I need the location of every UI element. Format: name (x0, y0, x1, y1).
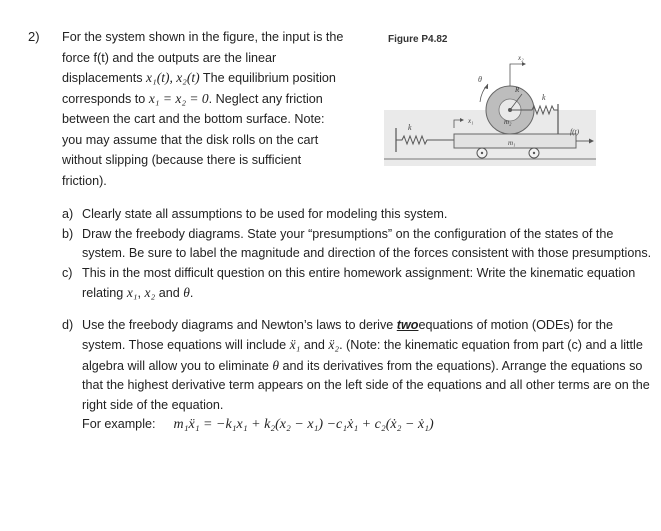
example-label: For example: (82, 417, 156, 431)
intro-text: The equilibrium position (202, 71, 336, 85)
intro-line-6: you may assume that the disk rolls on the cart (62, 132, 319, 147)
x2-arrow (510, 64, 524, 86)
part-d (62, 316, 652, 435)
theta-label: θ (478, 75, 482, 84)
two-emphasis: two (396, 317, 419, 332)
intro-text: corresponds to (62, 91, 146, 106)
x2-label: x₂ (518, 54, 524, 62)
part-c-label: c) (62, 265, 73, 280)
theta-symbol: θ (183, 285, 190, 300)
force-label: f(t) (570, 127, 580, 136)
part-d-label: d) (62, 317, 74, 332)
part-b-text: Draw the freebody diagrams. State your “presumptions” on the configuration of the states of the system. Be sure to label the magnitude and direction of the forces consistent with those presumptions. (82, 226, 652, 260)
intro-line-5: between the cart and the bottom surface. Note: (62, 112, 325, 126)
k-left-label: k (408, 123, 412, 132)
R-label: R (515, 86, 520, 94)
and-word: and (158, 286, 180, 300)
x2-arrowhead (522, 62, 526, 66)
part-c (62, 264, 652, 304)
wheel-right-axle (533, 152, 535, 154)
outputs-math: x₁(t), x₂(t) (146, 70, 200, 85)
intro-line-1: For the system shown in the figure, the input is the (62, 30, 344, 44)
k-right-label: k (542, 93, 546, 102)
part-a (62, 205, 652, 225)
intro-line-3 (62, 68, 362, 89)
part-d-text (82, 316, 652, 435)
part-b (62, 225, 652, 264)
question-parts (62, 205, 652, 435)
part-a-text: Clearly state all assumptions to be used for modeling this system. (82, 207, 448, 221)
part-a-label: a) (62, 207, 74, 221)
wheel-left-axle (481, 152, 483, 154)
equilibrium-math: x₁ = x₂ = 0 (148, 90, 209, 106)
intro-line-2: force f(t) and the outputs are the linear (62, 50, 277, 65)
m1-label: m₁ (508, 139, 516, 147)
m2-label: m₂ (504, 118, 512, 126)
and-word: and (303, 338, 325, 352)
period: . (189, 286, 194, 300)
question-intro (62, 27, 362, 191)
x2ddot-symbol: ẍ₂ (328, 337, 340, 352)
x1-label: x₁ (468, 117, 474, 125)
part-d-body-3: . (Note: the kinematic equation from part (c) and a little algebra will allow you to eliminate (82, 338, 643, 373)
intro-text: . Neglect any friction (208, 91, 323, 106)
theta-symbol: θ (272, 357, 280, 373)
example-equation: m₁ẍ₁ = −k₁x₁ + k₂(x₂ − x₁) −c₁ẋ₁ + c₂(ẋ₂ − ẋ₁) (173, 417, 434, 432)
example-row (82, 415, 652, 435)
x1ddot-symbol: ẍ₁ (289, 337, 301, 352)
x1-symbol: x₁ (126, 285, 138, 300)
part-c-text (82, 264, 652, 304)
part-d-body-1: Use the freebody diagrams and Newton’s laws to derive (82, 317, 394, 332)
system-figure (384, 48, 596, 166)
part-b-label: b) (62, 226, 74, 241)
part-c-body: This in the most difficult question on this entire homework assignment: Write the kinematic equation relating (82, 265, 636, 300)
intro-line-7: without slipping (because there is sufficient (62, 153, 302, 167)
question-number: 2) (28, 29, 40, 44)
sep: , (137, 286, 141, 300)
intro-line-4 (62, 89, 362, 110)
figure-title: Figure P4.82 (388, 34, 448, 45)
intro-line-8: friction). (62, 173, 107, 188)
part-d-body-4: and its derivatives from the equations). Arrange the equations so that the highest derivative term appears on the left side of the equations and all other terms are on the right side of the equation. (82, 358, 650, 412)
x2-symbol: x₂ (144, 285, 156, 300)
part-d-body-2: equations of motion (ODEs) for the system. Those equations will include (82, 317, 614, 352)
intro-text: displacements (62, 71, 143, 85)
